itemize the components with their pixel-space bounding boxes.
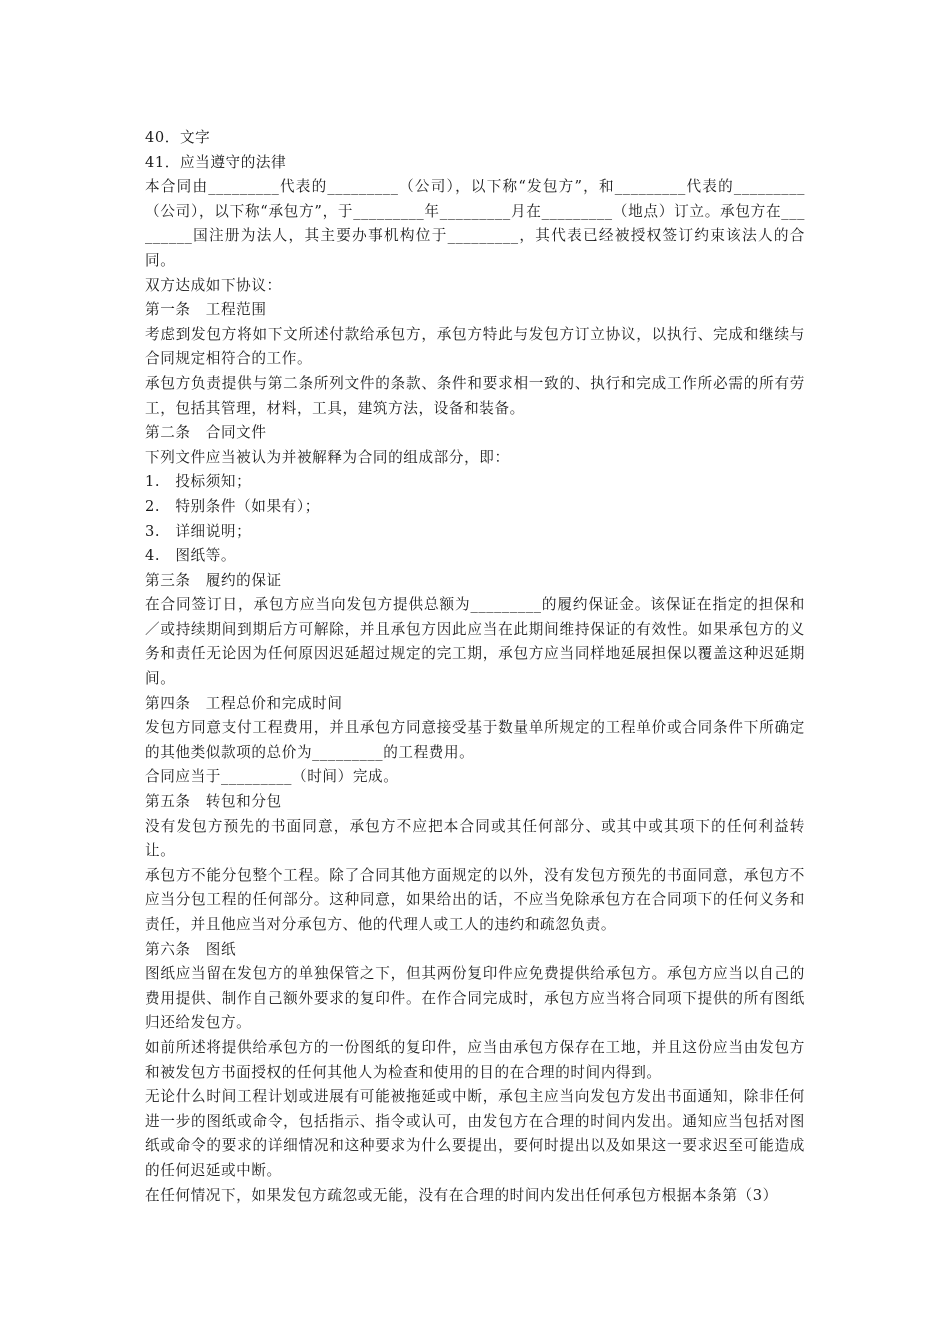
article-1-paragraph-1: 考虑到发包方将如下文所述付款给承包方，承包方特此与发包方订立协议，以执行、完成和继续与合同规定相符合的工作。 (145, 325, 805, 368)
article-2-item-1: 1. 投标须知； (145, 473, 252, 491)
article-2-item-4: 4. 图纸等。 (145, 547, 237, 565)
article-4-paragraph-2: 合同应当于_________（时间）完成。 (145, 768, 399, 786)
article-6-paragraph-2: 如前所述将提供给承包方的一份图纸的复印件，应当由承包方保存在工地，并且这份应当由发包方和被发包方书面授权的任何其他人为检查和使用的目的在合理的时间内得到。 (145, 1038, 805, 1081)
article-1-paragraph-2: 承包方负责提供与第二条所列文件的条款、条件和要求相一致的、执行和完成工作所必需的所有劳工，包括其管理，材料，工具，建筑方法，设备和装备。 (145, 374, 805, 417)
agreement-intro: 双方达成如下协议： (145, 276, 282, 294)
article-5-heading: 第五条 转包和分包 (145, 793, 282, 811)
article-4-paragraph-1: 发包方同意支付工程费用，并且承包方同意接受基于数量单所规定的工程单价或合同条件下所确定的其他类似款项的总价为_________的工程费用。 (145, 719, 805, 761)
article-1-heading: 第一条 工程范围 (145, 301, 267, 319)
article-5-paragraph-1: 没有发包方预先的书面同意，承包方不应把本合同或其任何部分、或其中或其项下的任何利益转让。 (145, 817, 805, 860)
article-5-paragraph-2: 承包方不能分包整个工程。除了合同其他方面规定的以外，没有发包方预先的书面同意，承包方不应当分包工程的任何部分。这种同意，如果给出的话，不应当免除承包方在合同项下的任何义务和责任，并且他应当对分承包方、他的代理人或工人的违约和疏忽负责。 (145, 866, 805, 933)
article-6-paragraph-1: 图纸应当留在发包方的单独保管之下，但其两份复印件应免费提供给承包方。承包方应当以自己的费用提供、制作自己额外要求的复印件。在作合同完成时，承包方应当将合同项下提供的所有图纸归还给发包方。 (145, 965, 805, 1032)
article-3-paragraph: 在合同签订日，承包方应当向发包方提供总额为_________的履约保证金。该保证在指定的担保和／或持续期间到期后方可解除，并且承包方因此应当在此期间维持保证的有效性。如果承包方的义务和责任无论因为任何原因迟延超过规定的完工期，承包方应当同样地延展担保以覆盖这种迟延期间。 (145, 596, 805, 688)
article-6-heading: 第六条 图纸 (145, 940, 237, 958)
article-2-intro: 下列文件应当被认为并被解释为合同的组成部分，即： (145, 448, 510, 466)
article-2-heading: 第二条 合同文件 (145, 424, 267, 442)
article-2-item-3: 3. 详细说明； (145, 522, 252, 540)
clause-41-title: 41．应当遵守的法律 (145, 153, 287, 171)
article-6-paragraph-4: 在任何情况下，如果发包方疏忽或无能，没有在合理的时间内发出任何承包方根据本条第（3） (145, 1186, 778, 1204)
article-4-heading: 第四条 工程总价和完成时间 (145, 694, 343, 712)
clause-40-title: 40．文字 (145, 129, 211, 146)
contract-preamble: 本合同由_________代表的_________（公司），以下称“发包方”，和_________代表的_________（公司），以下称“承包方”，于_________年_________月在_________（地点）订立。承包方在_________国注册为法人，其主要办事机构位于_________，其代表已经被授权签订约束该法人的合同。 (145, 178, 805, 269)
article-3-heading: 第三条 履约的保证 (145, 571, 282, 589)
article-6-paragraph-3: 无论什么时间工程计划或进展有可能被拖延或中断，承包主应当向发包方发出书面通知，除非任何进一步的图纸或命令，包括指示、指令或认可，由发包方在合理的时间内发出。通知应当包括对图纸或命令的要求的详细情况和这种要求为什么要提出，要何时提出以及如果这一要求迟至可能造成的任何迟延或中断。 (145, 1088, 805, 1179)
article-2-item-2: 2. 特别条件（如果有）； (145, 497, 320, 515)
document-body (145, 126, 805, 1208)
